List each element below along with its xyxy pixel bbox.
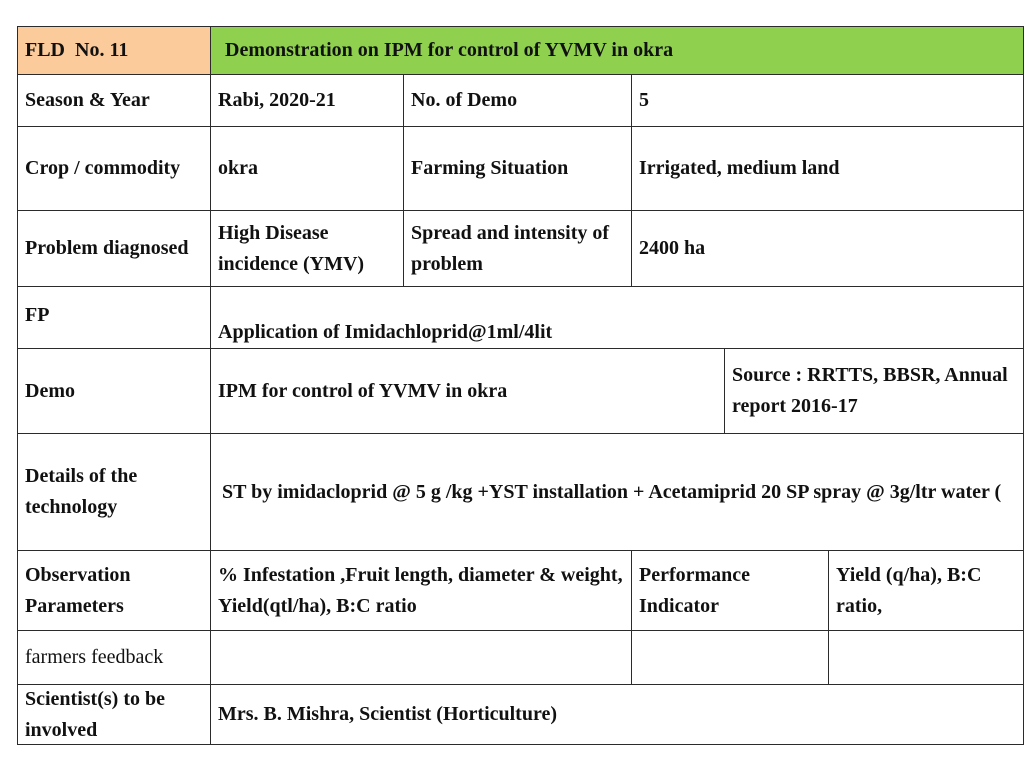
observation-label-cell <box>17 550 211 631</box>
fld-number-cell <box>17 26 211 75</box>
feedback-label-cell <box>17 630 211 685</box>
problem-label-cell <box>17 210 211 287</box>
performance-value: Yield (q/ha), B:C ratio, <box>836 563 982 617</box>
scientist-label-cell <box>17 684 211 745</box>
feedback-cell-2 <box>631 630 829 685</box>
crop-label-cell <box>17 126 211 211</box>
season-value: Rabi, 2020-21 <box>218 89 336 111</box>
demo-count-label: No. of Demo <box>411 89 518 111</box>
spread-value-cell <box>631 210 1024 287</box>
scientist-value: Mrs. B. Mishra, Scientist (Horticulture) <box>218 703 558 725</box>
crop-label: Crop / commodity <box>25 157 181 179</box>
demo-count-label-cell <box>403 74 632 127</box>
problem-label: Problem diagnosed <box>25 237 189 259</box>
source-cell <box>724 348 1024 434</box>
page-title: Demonstration on IPM for control of YVMV in okra <box>225 39 674 61</box>
observation-label: Observation Parameters <box>25 563 131 617</box>
details-label: Details of the technology <box>25 465 138 518</box>
source-value: Source : RRTTS, BBSR, Annual report 2016-17 <box>732 364 1008 417</box>
details-value-cell <box>210 433 1024 551</box>
scientist-value-cell <box>210 684 1024 745</box>
crop-value: okra <box>218 157 258 179</box>
farming-value: Irrigated, medium land <box>639 157 840 179</box>
feedback-label: farmers feedback <box>25 646 164 668</box>
details-value: ST by imidacloprid @ 5 g /kg +YST installation + Acetamiprid 20 SP spray @ 3g/ltr water ( <box>222 480 1002 503</box>
fld-number-label: FLD No. 11 <box>25 39 129 61</box>
farming-label: Farming Situation <box>411 157 569 179</box>
performance-value-cell <box>828 550 1024 631</box>
farming-value-cell <box>631 126 1024 211</box>
crop-value-cell <box>210 126 404 211</box>
fp-value: Application of Imidachloprid@1ml/4lit <box>218 321 553 343</box>
feedback-cell-1 <box>210 630 632 685</box>
scientist-label: Scientist(s) to be involved <box>25 687 165 741</box>
spread-label-cell <box>403 210 632 287</box>
problem-value-cell <box>210 210 404 287</box>
problem-value: High Disease incidence (YMV) <box>218 221 365 275</box>
title-cell <box>210 26 1024 75</box>
demo-label: Demo <box>25 379 75 402</box>
details-label-cell <box>17 433 211 551</box>
performance-label-cell <box>631 550 829 631</box>
performance-label: Performance Indicator <box>639 563 751 617</box>
demo-value: IPM for control of YVMV in okra <box>218 379 508 402</box>
observation-value-cell <box>210 550 632 631</box>
season-value-cell <box>210 74 404 127</box>
season-label-cell <box>17 74 211 127</box>
season-label: Season & Year <box>25 89 150 111</box>
demo-count-value-cell <box>631 74 1024 127</box>
demo-count-value: 5 <box>639 89 649 111</box>
observation-value: % Infestation ,Fruit length, diameter & weight, Yield(qtl/ha), B:C ratio <box>218 563 623 617</box>
demo-label-cell <box>17 348 211 434</box>
fp-label: FP <box>25 304 50 326</box>
demo-value-cell <box>210 348 725 434</box>
spread-label: Spread and intensity of problem <box>411 221 610 275</box>
fp-label-cell <box>17 286 211 349</box>
spread-value: 2400 ha <box>639 237 706 259</box>
fp-value-cell <box>210 286 1024 349</box>
feedback-cell-3 <box>828 630 1024 685</box>
farming-label-cell <box>403 126 632 211</box>
